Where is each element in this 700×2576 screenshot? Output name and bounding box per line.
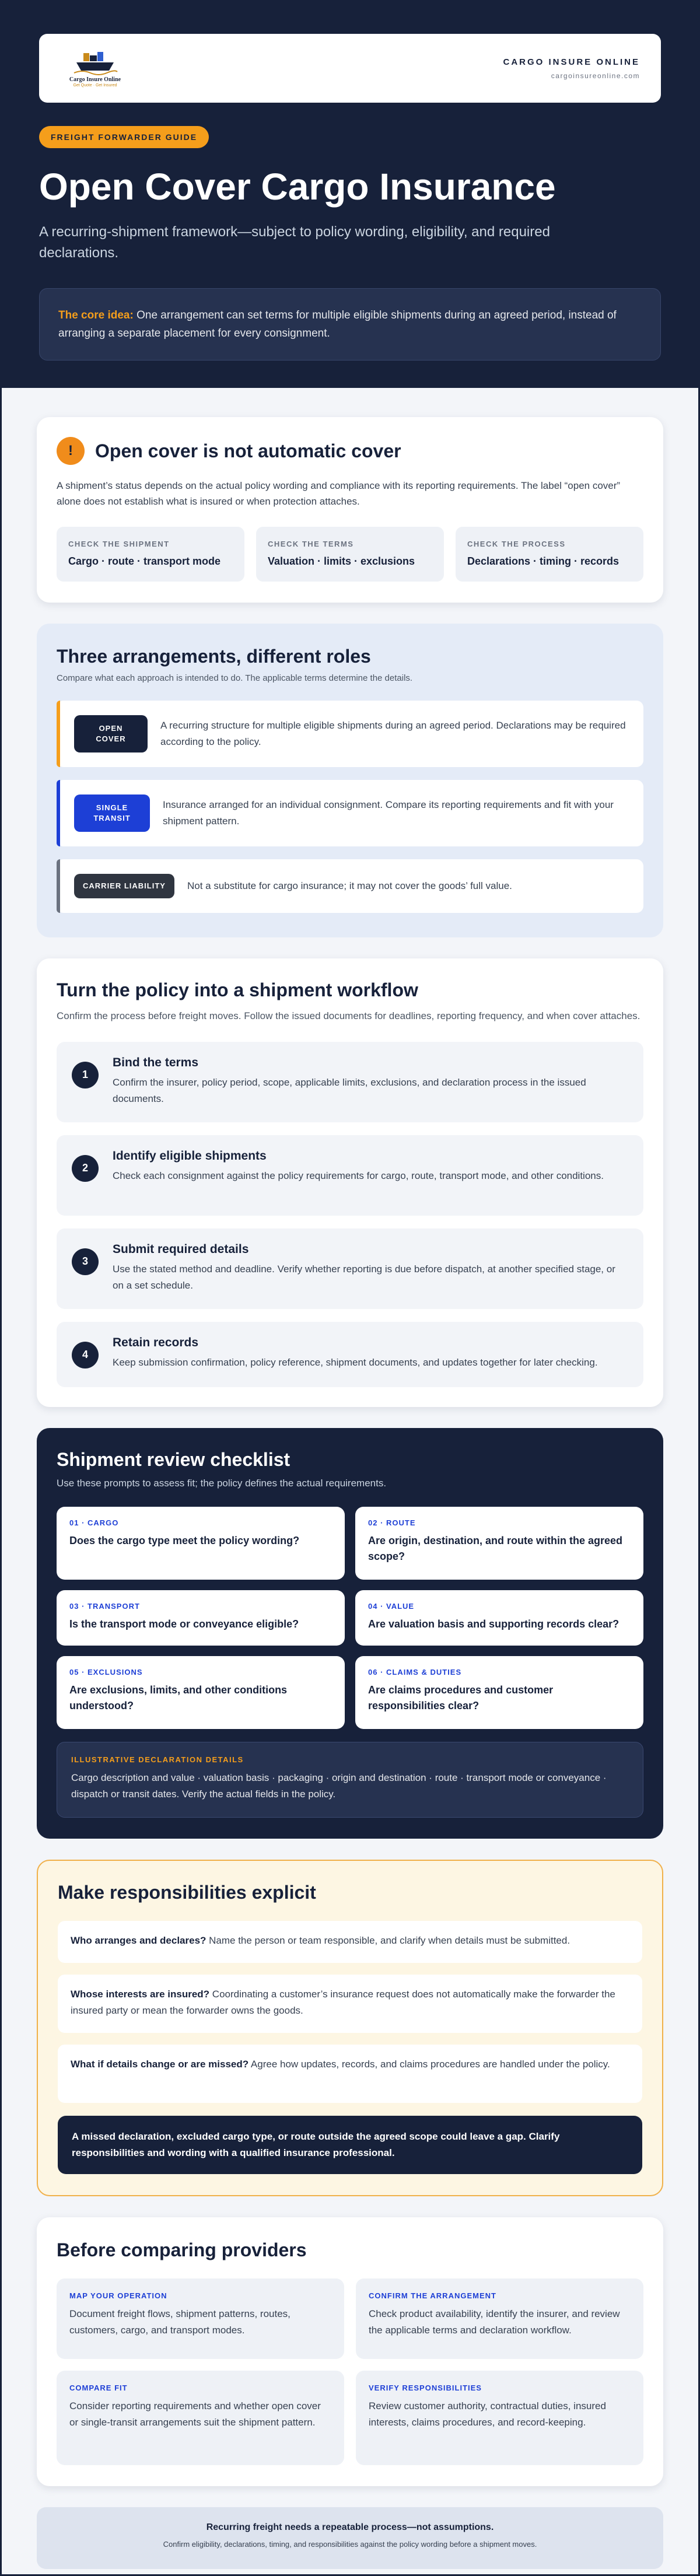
- provider-tip-map: [57, 2278, 344, 2359]
- check-value: Cargo · route · transport mode: [68, 555, 221, 568]
- arrangement-text: Insurance arranged for an individual consignment. Compare its reporting requirements and fit with your shipment pattern.: [163, 799, 614, 827]
- provider-tip-text: Review customer authority, contractual duties, insured interests, claims procedures, and record-keeping.: [369, 2400, 606, 2428]
- brand-text: [503, 57, 640, 80]
- check-tile-shipment: [57, 527, 244, 582]
- providers-title: Before comparing providers: [57, 2239, 307, 2261]
- logo-name: Cargo Insure Online: [69, 76, 121, 83]
- single-transit-pill: [74, 794, 150, 832]
- check-row: [57, 527, 643, 582]
- step-description: Confirm the insurer, policy period, scope, applicable limits, exclusions, and declaration process in the issued documents.: [113, 1076, 586, 1104]
- provider-tip-compare: [57, 2371, 344, 2465]
- notice-body: A shipment’s status depends on the actual policy wording and compliance with its reporting requirements. The label “open cover” alone does not establish what is insured or when protection attaches.: [57, 480, 621, 508]
- workflow-step: [57, 1228, 643, 1309]
- arrangements-title: Three arrangements, different roles: [57, 646, 371, 667]
- notice-title: Open cover is not automatic cover: [95, 440, 401, 461]
- step-body: [113, 1241, 628, 1294]
- provider-tip-label: COMPARE FIT: [69, 2384, 128, 2393]
- responsibility-question: Whose interests are insured?: [71, 1989, 210, 2000]
- step-body: [113, 1335, 598, 1371]
- step-description: Keep submission confirmation, policy reference, shipment documents, and updates together for later checking.: [113, 1356, 598, 1368]
- brand-name: CARGO INSURE ONLINE: [503, 57, 640, 67]
- core-idea-text: One arrangement can set terms for multiple eligible shipments during an agreed period, instead of arranging a separate placement for every consignment.: [58, 309, 617, 340]
- step-title: Identify eligible shipments: [113, 1149, 267, 1163]
- arrangement-text: A recurring structure for multiple eligible shipments during an agreed period. Declarations may be required according to the policy.: [160, 720, 626, 748]
- ship-logo-icon: [71, 50, 120, 75]
- responsibilities-title: Make responsibilities explicit: [58, 1882, 316, 1903]
- provider-tip-text: Consider reporting requirements and whether open cover or single-transit arrangements suit the shipment pattern.: [69, 2400, 321, 2428]
- arrangements-section: [37, 624, 663, 937]
- responsibility-answer: Name the person or team responsible, and clarify when details must be submitted.: [206, 1935, 570, 1947]
- notice-section: [37, 417, 663, 603]
- brand-bar: [39, 34, 661, 103]
- carrier-liability-pill: CARRIER LIABILITY: [74, 874, 174, 898]
- pill-line: SINGLE: [96, 803, 128, 812]
- checklist-question: Are exclusions, limits, and other conditions understood?: [69, 1684, 288, 1712]
- footer: [37, 2507, 663, 2569]
- checklist-item-transport: [57, 1590, 345, 1646]
- arrangement-open-cover: [57, 701, 643, 767]
- provider-tip-label: CONFIRM THE ARRANGEMENT: [369, 2291, 496, 2301]
- checklist-question: Does the cargo type meet the policy wording?: [69, 1534, 300, 1546]
- provider-tip-text: Check product availability, identify the insurer, and review the applicable terms and declaration workflow.: [369, 2308, 620, 2336]
- checklist-item-cargo: [57, 1507, 345, 1580]
- hero: [2, 0, 698, 388]
- step-body: [113, 1148, 604, 1184]
- responsibility-item: [58, 1921, 642, 1963]
- checklist-question: Are origin, destination, and route within the agreed scope?: [368, 1534, 623, 1562]
- declaration-label: ILLUSTRATIVE DECLARATION DETAILS: [71, 1755, 244, 1764]
- provider-tip-confirm: [356, 2278, 643, 2359]
- workflow-step: [57, 1042, 643, 1122]
- checklist-item-value: [355, 1590, 643, 1646]
- page-subtitle: A recurring-shipment framework—subject to policy wording, eligibility, and required declarations.: [39, 223, 550, 261]
- checklist-label: 02 · ROUTE: [368, 1518, 416, 1527]
- gap-alert: A missed declaration, excluded cargo type, or route outside the agreed scope could leave a gap. Clarify responsibilities and wording with a qualified insurance professional.: [58, 2116, 642, 2174]
- checklist-label: 06 · CLAIMS & DUTIES: [368, 1667, 462, 1676]
- checklist-section: [37, 1428, 663, 1839]
- check-tile-terms: [256, 527, 444, 582]
- workflow-subtitle: Confirm the process before freight moves. Follow the issued documents for deadlines, reporting frequency, and when cover attaches.: [57, 1010, 640, 1022]
- checklist-label: 01 · CARGO: [69, 1518, 119, 1527]
- step-number: 4: [72, 1342, 99, 1368]
- pill-line: TRANSIT: [93, 814, 131, 823]
- step-title: Retain records: [113, 1335, 199, 1349]
- arrangement-single-transit: [57, 780, 643, 846]
- logo[interactable]: [60, 50, 130, 88]
- footer-subtitle: Confirm eligibility, declarations, timing, and responsibilities against the policy wording before a shipment moves.: [163, 2540, 537, 2549]
- step-number: 2: [72, 1155, 99, 1182]
- checklist-label: 04 · VALUE: [368, 1601, 415, 1611]
- guide-badge: FREIGHT FORWARDER GUIDE: [39, 126, 209, 148]
- workflow-step: [57, 1322, 643, 1387]
- provider-tip-label: MAP YOUR OPERATION: [69, 2291, 167, 2301]
- responsibility-answer: Agree how updates, records, and claims procedures are handled under the policy.: [249, 2059, 610, 2070]
- check-label: CHECK THE PROCESS: [467, 540, 566, 549]
- providers-grid: [57, 2278, 643, 2465]
- check-label: CHECK THE SHIPMENT: [68, 540, 170, 549]
- checklist-item-exclusions: [57, 1656, 345, 1729]
- checklist-title: Shipment review checklist: [57, 1448, 290, 1470]
- page-title: Open Cover Cargo Insurance: [39, 166, 556, 208]
- checklist-label: 05 · EXCLUSIONS: [69, 1667, 143, 1676]
- footer-title: Recurring freight needs a repeatable process—not assumptions.: [206, 2522, 494, 2533]
- provider-tip-label: VERIFY RESPONSIBILITIES: [369, 2384, 482, 2393]
- checklist-subtitle: Use these prompts to assess fit; the policy defines the actual requirements.: [57, 1477, 387, 1489]
- responsibilities-section: [37, 1860, 663, 2196]
- checklist-question: Are claims procedures and customer responsibilities clear?: [368, 1684, 554, 1712]
- check-tile-process: [456, 527, 643, 582]
- step-number: 1: [72, 1062, 99, 1088]
- responsibility-answer: Coordinating a customer’s insurance request does not automatically make the forwarder the insured party or mean the forwarder owns the goods.: [71, 1989, 615, 2017]
- arrangement-carrier-liability: [57, 859, 643, 913]
- checklist-question: Are valuation basis and supporting records clear?: [368, 1618, 620, 1630]
- check-value: Declarations · timing · records: [467, 555, 620, 568]
- notice-header: [57, 437, 643, 465]
- providers-section: [37, 2217, 663, 2486]
- check-value: Valuation · limits · exclusions: [268, 555, 415, 568]
- step-number: 3: [72, 1248, 99, 1275]
- checklist-question: Is the transport mode or conveyance eligible?: [69, 1618, 299, 1630]
- responsibility-item: [58, 1975, 642, 2033]
- provider-tip-text: Document freight flows, shipment patterns, routes, customers, cargo, and transport modes.: [69, 2308, 290, 2336]
- arrangements-subtitle: Compare what each approach is intended to do. The applicable terms determine the details.: [57, 673, 413, 684]
- checklist-item-claims: [355, 1656, 643, 1729]
- provider-tip-verify: [356, 2371, 643, 2465]
- workflow-section: [37, 958, 663, 1406]
- check-label: CHECK THE TERMS: [268, 540, 354, 549]
- responsibility-question: What if details change or are missed?: [71, 2059, 249, 2070]
- open-cover-pill: [74, 715, 148, 752]
- responsibility-question: Who arranges and declares?: [71, 1935, 206, 1947]
- step-description: Check each consignment against the policy requirements for cargo, route, transport mode, and other conditions.: [113, 1170, 604, 1181]
- pill-line: COVER: [96, 734, 126, 744]
- responsibility-item: [58, 2045, 642, 2103]
- logo-tagline: Get Quote · Get Insured: [73, 83, 117, 88]
- checklist-grid: [57, 1507, 643, 1729]
- step-body: [113, 1055, 628, 1107]
- declaration-text: Cargo description and value · valuation basis · packaging · origin and destination · route · transport mode or conveyance · dispatch or transit dates. Verify the actual fields in the policy.: [71, 1772, 607, 1800]
- workflow-step: [57, 1135, 643, 1216]
- warning-icon: !: [57, 437, 85, 465]
- checklist-item-route: [355, 1507, 643, 1580]
- workflow-title: Turn the policy into a shipment workflow: [57, 979, 418, 1001]
- declaration-details-box: [57, 1742, 643, 1818]
- arrangement-text: Not a substitute for cargo insurance; it may not cover the goods’ full value.: [187, 880, 512, 892]
- step-title: Submit required details: [113, 1242, 249, 1256]
- core-idea-box: [39, 288, 661, 361]
- pill-line: OPEN: [99, 723, 123, 733]
- checklist-label: 03 · TRANSPORT: [69, 1601, 140, 1611]
- step-description: Use the stated method and deadline. Verify whether reporting is due before dispatch, at another specified stage, or on a set schedule.: [113, 1263, 615, 1291]
- core-idea-label: The core idea:: [58, 309, 134, 321]
- brand-url[interactable]: cargoinsureonline.com: [551, 71, 640, 80]
- step-title: Bind the terms: [113, 1055, 199, 1069]
